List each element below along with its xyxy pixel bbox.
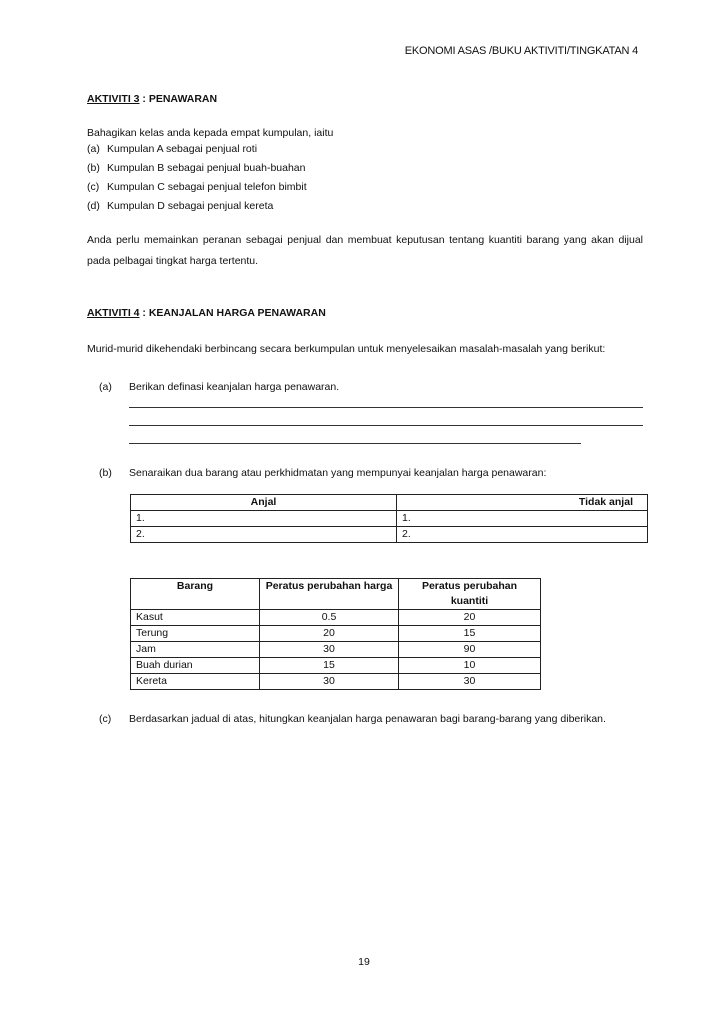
table-header-row: [131, 494, 648, 510]
activity3-title: [87, 92, 643, 106]
answer-line[interactable]: [129, 392, 643, 408]
table-header-row: [131, 578, 541, 609]
page-number: 19: [358, 956, 370, 968]
list-item: [87, 159, 643, 178]
table-cell: 15: [399, 625, 541, 641]
table-cell: 30: [260, 641, 399, 657]
table-cell[interactable]: 2.: [131, 526, 397, 542]
list-item-text: Kumpulan A sebagai penjual roti: [107, 143, 258, 156]
list-item: [87, 140, 643, 159]
table-row: [131, 641, 541, 657]
question-c-label: (c): [99, 712, 112, 725]
table-header-cell: Peratus perubahan kuantiti: [399, 578, 541, 609]
table-cell: 20: [399, 609, 541, 625]
list-item-text: Kumpulan D sebagai penjual kereta: [107, 200, 274, 213]
table-cell: 90: [399, 641, 541, 657]
list-item-text: Kumpulan C sebagai penjual telefon bimbit: [107, 181, 307, 194]
table-cell: 0.5: [260, 609, 399, 625]
table-cell[interactable]: 1.: [131, 510, 397, 526]
list-item-label: (d): [87, 200, 100, 213]
table-cell[interactable]: 2.: [397, 526, 648, 542]
list-item-label: (c): [87, 181, 100, 194]
activity3-title-prefix: AKTIVITI 3: [87, 93, 140, 105]
question-b-label: (b): [99, 466, 112, 479]
answer-line[interactable]: [129, 428, 581, 444]
running-header: EKONOMI ASAS /BUKU AKTIVITI/TINGKATAN 4: [404, 45, 638, 57]
table-row: [131, 625, 541, 641]
table-cell: Terung: [131, 625, 260, 641]
answer-line[interactable]: [129, 410, 643, 426]
table-cell: 10: [399, 657, 541, 673]
question-a-text: Berikan definasi keanjalan harga penawaran.: [129, 380, 340, 393]
table-cell: Buah durian: [131, 657, 260, 673]
percentage-change-table: [130, 578, 541, 690]
table-cell: 15: [260, 657, 399, 673]
table-header-cell: Barang: [131, 578, 260, 609]
question-c: [99, 712, 643, 726]
table-cell: 30: [399, 673, 541, 689]
table-row: [131, 526, 648, 542]
activity4-title-suffix: : KEANJALAN HARGA PENAWARAN: [139, 307, 326, 320]
activity3-group-list: [87, 140, 643, 216]
activity4-title: [87, 306, 643, 320]
table-cell: Kereta: [131, 673, 260, 689]
table-cell: Jam: [131, 641, 260, 657]
list-item: [87, 197, 643, 216]
activity3-title-suffix: : PENAWARAN: [139, 93, 218, 105]
activity3-intro: Bahagikan kelas anda kepada empat kumpulan, iaitu: [87, 127, 334, 140]
question-b: [99, 466, 643, 480]
table-row: [131, 657, 541, 673]
table-header-cell: Tidak anjal: [397, 494, 648, 510]
question-c-text: Berdasarkan jadual di atas, hitungkan keanjalan harga penawaran bagi barang-barang yang diberikan.: [129, 712, 606, 725]
table-cell: Kasut: [131, 609, 260, 625]
elasticity-category-table: [130, 494, 648, 543]
table-row: [131, 510, 648, 526]
list-item-text: Kumpulan B sebagai penjual buah-buahan: [107, 162, 306, 175]
list-item-label: (b): [87, 162, 100, 175]
page-content: [87, 92, 643, 726]
table-row: [131, 673, 541, 689]
list-item-label: (a): [87, 143, 100, 156]
question-b-text: Senaraikan dua barang atau perkhidmatan yang mempunyai keanjalan harga penawaran:: [129, 466, 547, 479]
list-item: [87, 178, 643, 197]
question-a: [99, 380, 643, 446]
table-cell[interactable]: 1.: [397, 510, 648, 526]
activity3-instruction: Anda perlu memainkan peranan sebagai penjual dan membuat keputusan tentang kuantiti barang yang akan dijual pada pelbagai tingkat harga tertentu.: [87, 234, 643, 268]
activity4-intro: Murid-murid dikehendaki berbincang secara berkumpulan untuk menyelesaikan masalah-masalah yang berikut:: [87, 342, 606, 355]
table-header-cell: Peratus perubahan harga: [260, 578, 399, 609]
activity4-title-prefix: AKTIVITI 4: [87, 307, 140, 320]
table-header-cell: Anjal: [131, 494, 397, 510]
question-a-label: (a): [99, 380, 112, 393]
table-cell: 20: [260, 625, 399, 641]
table-cell: 30: [260, 673, 399, 689]
table-row: [131, 609, 541, 625]
